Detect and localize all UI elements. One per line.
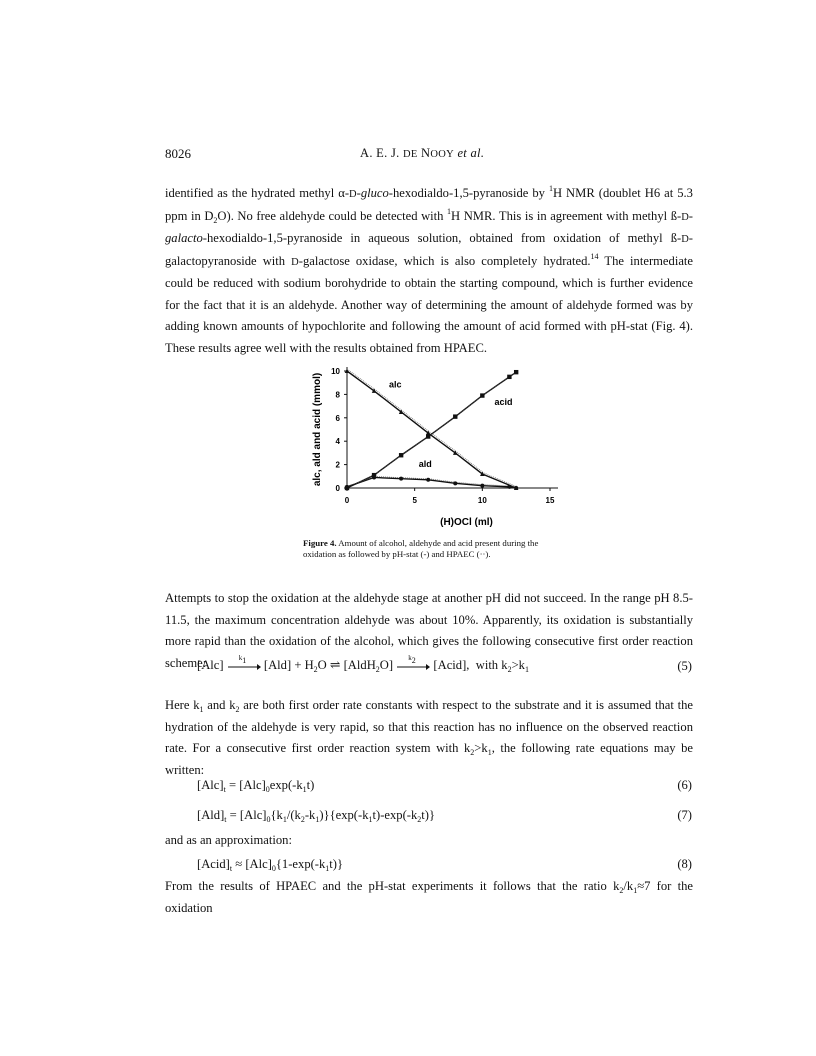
eq5-end: [Acid], with $k_2>k_1$	[433, 658, 529, 674]
equation-8: $[Acid]_t \approx [Alc]_0\{1-\exp(-k_1t)\}$	[197, 857, 344, 873]
equation-6: $[Alc]_t = [Alc]_0\exp(-k_1t)$	[197, 778, 315, 794]
eq5-middle: $[Ald] + H_2O$ ⇌ [AldH$_2$O]	[263, 658, 394, 674]
y-axis-label: alc, ald and acid (mmol)	[312, 372, 323, 487]
caption-text: Amount of alcohol, aldehyde and acid present during the oxidation as followed by pH-stat (-) and HPAEC (··).	[303, 538, 539, 559]
x-tick-label: 5	[412, 496, 417, 505]
reaction-arrow-k2	[396, 654, 430, 672]
y-tick-label: 8	[335, 390, 340, 400]
data-point-acid	[507, 375, 511, 379]
y-tick-label: 2	[335, 460, 340, 470]
data-point-ald	[345, 485, 349, 489]
data-point-ald	[399, 477, 403, 481]
eq5-k2-label: $k_2$	[408, 654, 416, 666]
chart-svg	[300, 360, 570, 545]
x-axis-label: (H)OCl (ml)	[440, 517, 493, 528]
x-tick-label: 10	[477, 496, 487, 505]
data-point-acid	[453, 414, 457, 418]
series-line-alc	[347, 371, 516, 488]
equation-7: $[Ald]_t = [Alc]_0\{k_1/(k_2-k_1)\}\{\exp(-k_1t)-\exp(-k_2t)\}$	[197, 808, 436, 824]
y-tick-label: 4	[335, 437, 340, 447]
y-tick-label: 10	[331, 367, 340, 376]
figure-caption	[303, 538, 573, 560]
eq5-alc: [Alc]	[197, 658, 224, 672]
body-paragraph-2: Attempts to stop the oxidation at the aldehyde stage at another pH did not succeed. In the range pH 8.5-11.5, the maximum concentration aldehyde was about 10%. Apparently, its oxidation is substantially more rapid than the oxidation of the alcohol, which gives the following consecutive first order reaction scheme:	[165, 591, 693, 670]
body-paragraph-4: From the results of HPAEC and the pH-stat experiments it follows that the ratio $k_2/k_1\approx 7$ for the oxidation	[165, 879, 693, 915]
page-number: 8026	[165, 146, 191, 161]
y-tick-label: 0	[335, 484, 340, 493]
series-label-acid: acid	[494, 396, 513, 407]
data-point-ald	[507, 485, 511, 489]
equation-5-number: (5)	[677, 659, 692, 673]
data-point-acid	[514, 370, 518, 374]
data-point-acid	[426, 434, 430, 438]
data-point-ald	[453, 481, 457, 485]
data-point-acid	[399, 453, 403, 457]
figure-4-chart	[300, 360, 570, 545]
series-line-hpaec-alc	[349, 370, 518, 487]
equation-8-number: (8)	[677, 857, 692, 871]
x-tick-label: 0	[344, 496, 350, 505]
data-point-ald	[480, 484, 484, 488]
equation-5	[197, 654, 529, 674]
approximation-text: and as an approximation:	[165, 833, 292, 847]
x-tick-label: 15	[545, 496, 555, 505]
eq5-k1-label: $k_1$	[238, 654, 247, 666]
series-label-alc: alc	[388, 379, 402, 390]
reaction-arrow-k1	[227, 654, 261, 672]
data-point-ald	[372, 475, 376, 479]
data-point-ald	[514, 486, 518, 490]
caption-label: Figure 4.	[303, 538, 337, 548]
data-point-acid	[480, 393, 484, 397]
y-tick-label: 6	[335, 413, 340, 423]
equation-6-number: (6)	[677, 778, 692, 792]
equation-7-number: (7)	[677, 808, 692, 822]
body-paragraph-3: Here $k_1$ and $k_2$ are both first order rate constants with respect to the substrate and it is assumed that the hydration of the aldehyde is very rapid, so that this reaction has no influence on the observed reaction rate. For a consecutive first order reaction system with $k_2>k_1$, the following rate equations may be written:	[165, 698, 693, 777]
running-header-authors: A. E. J. DE NOOY et al.	[360, 146, 485, 160]
series-line-hpaec-acid	[349, 371, 518, 487]
data-point-ald	[426, 478, 430, 482]
body-paragraph-1: identified as the hydrated methyl α-D-gluco-hexodialdo-1,5-pyranoside by $^1$H NMR (doublet H6 at 5.3 ppm in $D_2O$). No free aldehyde could be detected with $^1$H NMR. This is in agreement with methyl ß-D-galacto-hexodialdo-1,5-pyranoside in aqueous solution, obtained from oxidation of methyl ß-D-galactopyranoside with D-galactose oxidase, which is also completely hydrated.$^{14}$ The intermediate could be reduced with sodium borohydride to obtain the starting compound, which is further evidence for the fact that it is an aldehyde. Another way of determining the amount of aldehyde formed was by adding known amounts of hypochlorite and following the amount of acid formed with pH-stat (Fig. 4). These results agree well with the results obtained from HPAEC.	[165, 184, 693, 355]
series-label-ald: ald	[418, 458, 432, 469]
